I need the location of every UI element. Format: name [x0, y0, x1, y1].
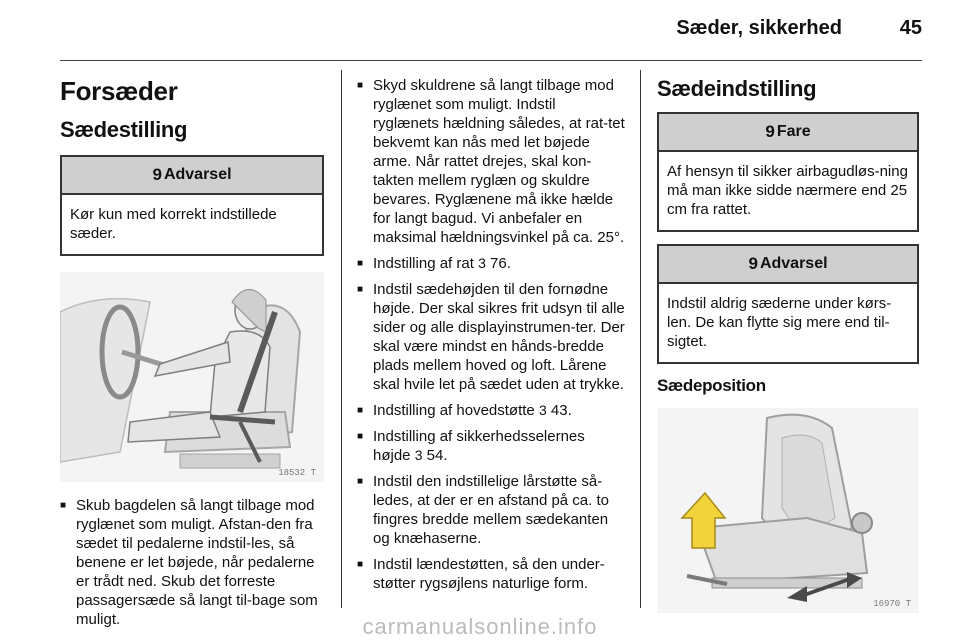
list-item: ■ Indstil den indstillelige lårstøtte så-ledes, at der er en afstand på ca. to fingres bredde mellem sædekanten og knæhaserne. [357, 472, 625, 548]
heading-saedeindstilling: Sædeindstilling [657, 76, 817, 101]
warning-text: Indstil aldrig sæderne under kørs-len. De kan flytte sig mere end til-sigtet. [667, 295, 892, 350]
figure-number: 18532 T [278, 468, 316, 478]
warning-icon: 9 [152, 165, 162, 184]
page-ref-icon: 3 [538, 402, 547, 418]
warning-icon: 9 [765, 122, 775, 141]
column-divider [640, 70, 641, 608]
section-title: Sæder, sikkerhed [676, 17, 842, 39]
column-right [657, 76, 919, 613]
driver-seating-illustration [60, 272, 324, 482]
page-ref-icon: 3 [478, 255, 486, 271]
column-left [60, 76, 324, 636]
driver-seating-figure [60, 272, 324, 482]
warning-label: Advarsel [163, 166, 232, 183]
watermark: carmanualsonline.info [362, 614, 598, 639]
header-rule [60, 60, 922, 61]
column-divider [341, 70, 342, 608]
list-item: ■ Indstilling af hovedstøtte 3 43. [357, 401, 625, 420]
seat-position-illustration [657, 408, 919, 613]
seat-position-figure [657, 408, 919, 613]
list-item: ■ Skub bagdelen så langt tilbage mod ryglænet som muligt. Afstan-den fra sædet til pedalerne indstil-les, så benene er let bøjede, når pedalerne er trådt ned. Skub det forreste passagersæde så langt til-bage som muligt. [60, 496, 324, 629]
bullet-list-middle [357, 76, 625, 593]
danger-box [657, 112, 919, 232]
bullet-list-left [60, 496, 324, 629]
heading-saedeposition: Sædeposition [657, 376, 766, 395]
page-ref[interactable]: 76. [490, 255, 511, 272]
page-ref[interactable]: 54. [426, 447, 448, 464]
list-item: ■ Skyd skuldrene så langt tilbage mod ryglænet som muligt. Indstil ryglænets hældning således, at rat-tet bekvemt kan nås med let bøjede arme. Når rattet drejes, skal kon-takten mellem ryglæn og skuldre bevares. Ryglænene må ikke hælde for langt bagud. Vi anbefaler en maksimal hældningsvinkel på ca. 25°. [357, 76, 625, 247]
warning-text: Kør kun med korrekt indstillede sæder. [70, 206, 277, 242]
column-middle [357, 76, 625, 600]
warning-box-header [62, 157, 322, 195]
heading-saedestilling: Sædestilling [60, 117, 188, 142]
warning-icon: 9 [748, 254, 758, 273]
page-number: 45 [899, 17, 922, 39]
warning-box [60, 155, 324, 256]
warning-label: Advarsel [759, 255, 828, 272]
danger-text: Af hensyn til sikker airbagudløs-ning må man ikke sidde nærmere end 25 cm fra rattet. [667, 163, 908, 218]
list-item: ■ Indstilling af sikkerhedsselernes højde 3 54. [357, 427, 625, 465]
page-header [0, 0, 960, 62]
page-ref[interactable]: 43. [550, 402, 572, 419]
danger-label: Fare [776, 123, 811, 140]
list-item: ■ Indstil lændestøtten, så den under-støtter rygsøjlens naturlige form. [357, 555, 625, 593]
danger-box-header [659, 114, 917, 152]
list-item: ■ Indstil sædehøjden til den fornødne højde. Der skal sikres frit udsyn til alle sider og alle displayinstrumen-ter. Der skal være mindst en hånds-bredde plads mellem hoved og loft. Lårene skal hvile let på sædet uden at trykke. [357, 280, 625, 394]
heading-forsaeder: Forsæder [60, 76, 178, 106]
page-ref-icon: 3 [414, 447, 423, 463]
warning-box [657, 244, 919, 364]
list-item: ■ Indstilling af rat 3 76. [357, 254, 625, 273]
figure-number: 16970 T [873, 599, 911, 609]
warning-box-header [659, 246, 917, 284]
